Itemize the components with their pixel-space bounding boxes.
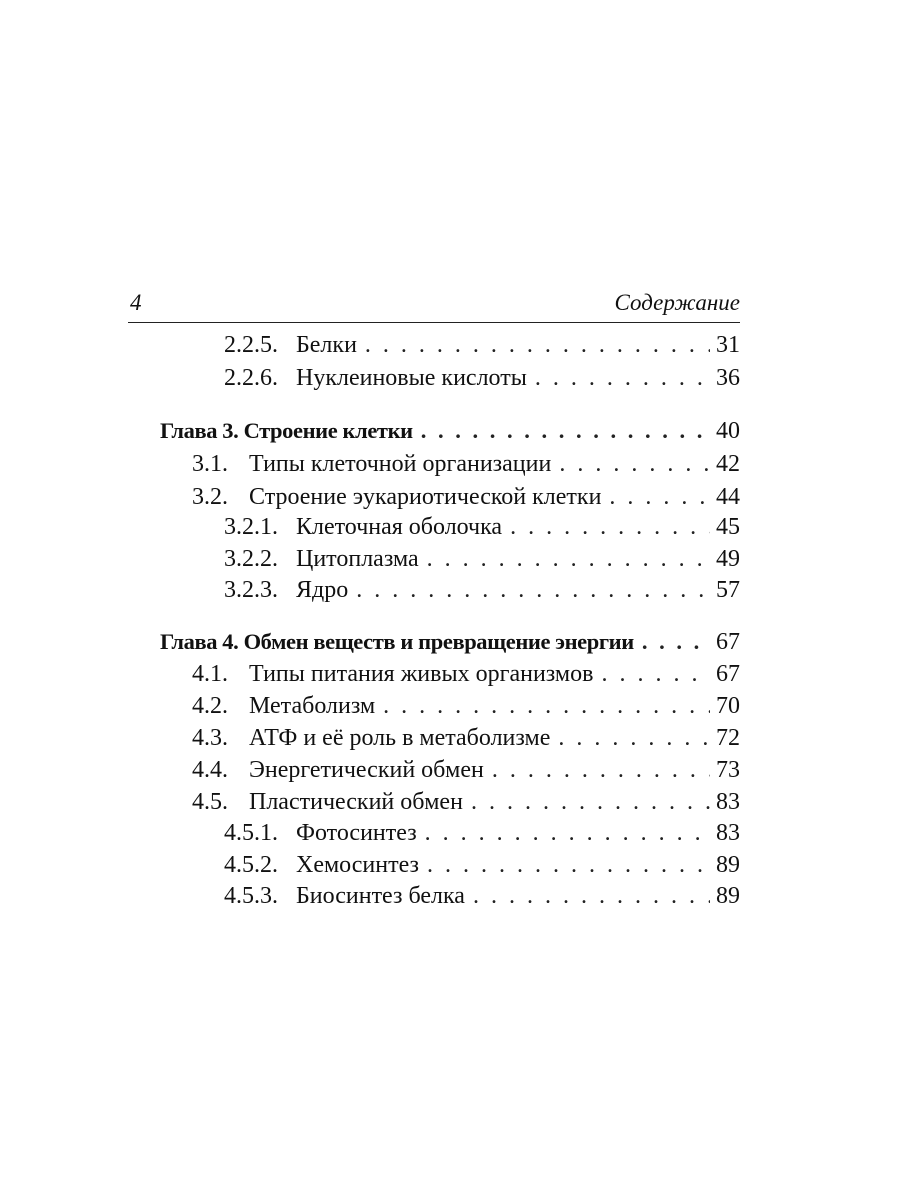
toc-entry-title: Строение эукариотической клетки <box>249 484 602 510</box>
toc-chapter-entry <box>160 415 740 447</box>
dot-leader <box>383 690 710 722</box>
dot-leader <box>365 329 710 361</box>
toc-entry-number: 4.5.3. <box>224 883 278 909</box>
toc-entry-page: 31 <box>716 332 740 358</box>
toc-entry-number: 4.1. <box>192 661 228 687</box>
toc-entry-title: АТФ и её роль в метаболизме <box>249 725 551 751</box>
toc-entry-page: 73 <box>716 757 740 783</box>
toc-entry-page: 89 <box>716 852 740 878</box>
toc-entry <box>224 574 740 606</box>
toc-entry-page: 67 <box>716 661 740 687</box>
toc-entry <box>192 754 740 786</box>
dot-leader <box>356 574 710 606</box>
toc-entry-title: Ядро <box>296 577 349 603</box>
toc-entry <box>192 481 740 513</box>
dot-leader <box>642 626 710 658</box>
toc-entry <box>192 448 740 480</box>
toc-chapter-entry <box>160 626 740 658</box>
dot-leader <box>492 754 710 786</box>
toc-entry-title: Фотосинтез <box>296 820 417 846</box>
toc-entry-title: Метаболизм <box>249 693 376 719</box>
toc-entry-page: 70 <box>716 693 740 719</box>
toc-entry <box>192 786 740 818</box>
toc-entry-number: 3.2.1. <box>224 514 278 540</box>
toc-entry-page: 89 <box>716 883 740 909</box>
toc-entry-title: Цитоплазма <box>296 546 419 572</box>
dot-leader <box>421 415 710 447</box>
toc-entry-page: 83 <box>716 789 740 815</box>
page-number: 4 <box>130 290 142 315</box>
toc-entry-title: Нуклеиновые кислоты <box>296 365 527 391</box>
toc-entry <box>224 817 740 849</box>
toc-entry <box>224 329 740 361</box>
dot-leader <box>601 658 710 690</box>
running-title: Содержание <box>614 290 740 315</box>
toc-entry-title: Типы питания живых организмов <box>249 661 594 687</box>
toc-entry-title: Хемосинтез <box>296 852 420 878</box>
toc-entry-title: Пластический обмен <box>249 789 463 815</box>
dot-leader <box>425 817 710 849</box>
toc-chapter-title: Глава 3. Строение клетки <box>160 418 413 443</box>
toc-entry-page: 67 <box>716 629 740 655</box>
dot-leader <box>471 786 710 818</box>
toc-entry <box>224 543 740 575</box>
toc-entry-number: 4.3. <box>192 725 228 751</box>
toc-entry-page: 45 <box>716 514 740 540</box>
dot-leader <box>510 511 710 543</box>
toc-entry-number: 4.5.1. <box>224 820 278 846</box>
toc-entry-number: 3.2.2. <box>224 546 278 572</box>
dot-leader <box>609 481 710 513</box>
toc-entry-number: 4.5. <box>192 789 228 815</box>
dot-leader <box>535 362 710 394</box>
toc-entry <box>224 362 740 394</box>
toc-entry-number: 4.5.2. <box>224 852 278 878</box>
toc-entry <box>224 511 740 543</box>
toc-entry-number: 3.1. <box>192 451 228 477</box>
toc-entry <box>224 880 740 912</box>
toc-entry-page: 83 <box>716 820 740 846</box>
toc-entry-number: 3.2. <box>192 484 228 510</box>
toc-entry <box>192 690 740 722</box>
toc-entry-number: 3.2.3. <box>224 577 278 603</box>
toc-entry-title: Энергетический обмен <box>249 757 484 783</box>
toc-entry <box>192 722 740 754</box>
toc-chapter-title: Глава 4. Обмен веществ и превращение энергии <box>160 629 634 654</box>
toc-entry-page: 49 <box>716 546 740 572</box>
toc-entry-title: Биосинтез белка <box>296 883 465 909</box>
toc-entry-number: 2.2.6. <box>224 365 278 391</box>
dot-leader <box>473 880 710 912</box>
toc-entry-number: 2.2.5. <box>224 332 278 358</box>
toc-entry-title: Белки <box>296 332 357 358</box>
toc-entry-page: 42 <box>716 451 740 477</box>
toc-entry-title: Типы клеточной организации <box>249 451 552 477</box>
toc-entry-page: 44 <box>716 484 740 510</box>
dot-leader <box>559 448 710 480</box>
toc-entry-title: Клеточная оболочка <box>296 514 503 540</box>
toc-entry <box>192 658 740 690</box>
toc-entry-number: 4.4. <box>192 757 228 783</box>
toc-entry-page: 57 <box>716 577 740 603</box>
dot-leader <box>427 849 710 881</box>
toc-entry-number: 4.2. <box>192 693 228 719</box>
toc-entry-page: 72 <box>716 725 740 751</box>
toc-entry <box>224 849 740 881</box>
toc-entry-page: 40 <box>716 418 740 444</box>
dot-leader <box>558 722 710 754</box>
dot-leader <box>427 543 710 575</box>
toc-entry-page: 36 <box>716 365 740 391</box>
